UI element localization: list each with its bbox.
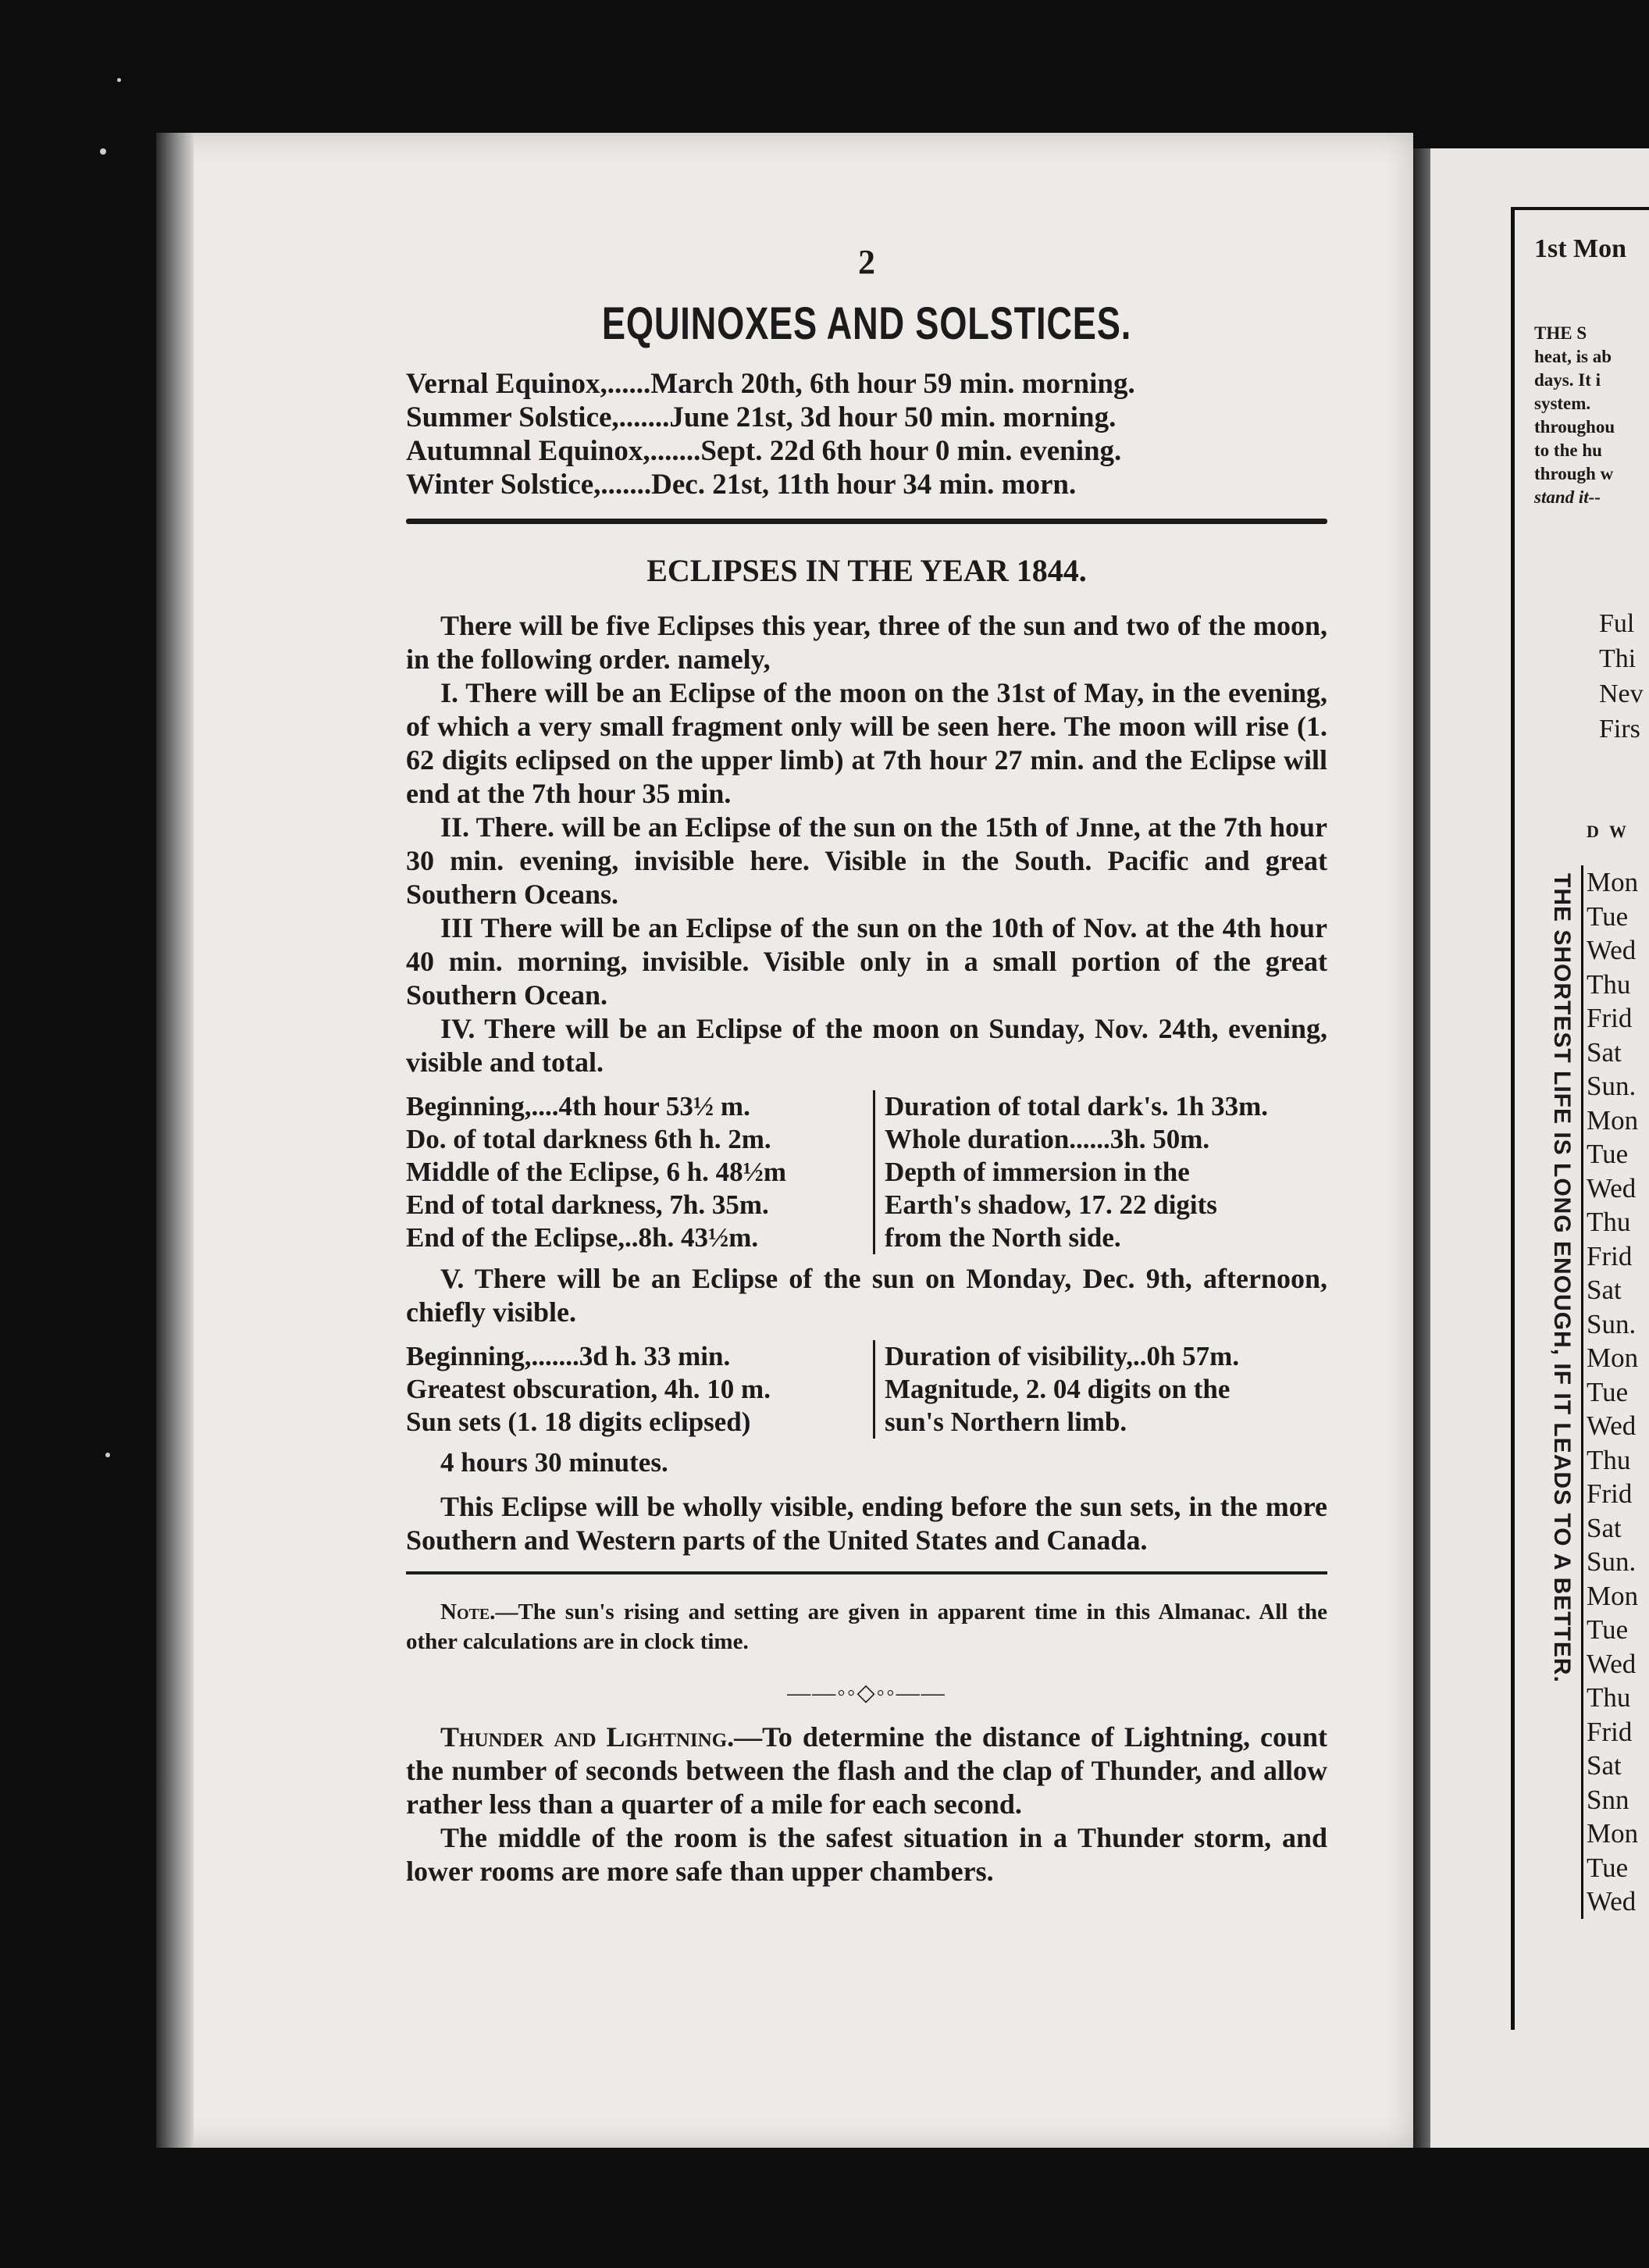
note-label: Note. bbox=[440, 1599, 496, 1624]
day-cell: Wed bbox=[1587, 935, 1637, 965]
day-cell: Mon bbox=[1587, 1818, 1639, 1849]
text-line: heat, is ab bbox=[1534, 347, 1612, 366]
thunder-paragraph bbox=[406, 1721, 1327, 1821]
eclipses-intro: There will be five Eclipses this year, three of the sun and two of the moon, in the following order. namely, bbox=[406, 610, 1327, 675]
day-cell: Tue bbox=[1587, 1139, 1629, 1169]
note-text: —The sun's rising and setting are given in apparent time in this Almanac. All the other calculations are in clock time. bbox=[406, 1599, 1327, 1654]
table-cell: End of the Eclipse,..8h. 43½m. bbox=[406, 1222, 759, 1253]
eclipse-item-4: IV. There will be an Eclipse of the moon on Sunday, Nov. 24th, evening, visible and total. bbox=[406, 1013, 1327, 1078]
table-cell: Beginning,....4th hour 53½ m. bbox=[406, 1091, 750, 1122]
moon-phases-list bbox=[1599, 606, 1644, 747]
eclipse-item-3: III There will be an Eclipse of the sun on the 10th of Nov. at the 4th hour 40 min. morning, invisible. Visible only in a small portion of the great Southern Ocean. bbox=[406, 912, 1327, 1011]
day-cell: Wed bbox=[1587, 1648, 1637, 1679]
text-line: throughou bbox=[1534, 417, 1615, 437]
eclipse-closing: This Eclipse will be wholly visible, ending before the sun sets, in the more Southern and Western parts of the United States and Canada. bbox=[406, 1491, 1327, 1556]
day-cell: Mon bbox=[1587, 867, 1639, 897]
calendar-column-header: D W bbox=[1587, 822, 1629, 841]
table-cell: Beginning,.......3d h. 33 min. bbox=[406, 1341, 731, 1371]
table-cell: sun's Northern limb. bbox=[885, 1407, 1127, 1437]
table-cell: Magnitude, 2. 04 digits on the bbox=[885, 1374, 1231, 1404]
eclipses-heading: ECLIPSES IN THE YEAR 1844. bbox=[646, 553, 1087, 588]
table-cell: Whole duration......3h. 50m. bbox=[885, 1124, 1210, 1154]
equinoxes-heading: EQUINOXES AND SOLSTICES. bbox=[601, 298, 1132, 349]
day-cell: Wed bbox=[1587, 1172, 1637, 1204]
day-cell: Frid bbox=[1587, 1240, 1633, 1271]
equinox-row: Autumnal Equinox,.......Sept. 22d 6th hour 0 min. evening. bbox=[406, 435, 1122, 467]
thunder-label: Thunder and Lightning. bbox=[440, 1721, 735, 1753]
equinox-row: Vernal Equinox,......March 20th, 6th hour 59 min. morning. bbox=[406, 368, 1135, 400]
calendar-text-block bbox=[1534, 322, 1615, 509]
eclipse-4-times bbox=[406, 1090, 875, 1254]
table-cell: Do. of total darkness 6th h. 2m. bbox=[406, 1124, 771, 1154]
day-cell: Frid bbox=[1587, 1716, 1633, 1747]
page-edge-shadow bbox=[156, 133, 194, 2148]
text-line: to the hu bbox=[1534, 440, 1602, 460]
ornament-divider: ——◦◦◇◦◦—— bbox=[787, 1680, 946, 1706]
eclipse-item-2: II. There. will be an Eclipse of the sun on the 15th of Jnne, at the 7th hour 30 min. evening, invisible here. Visible in the South. Pacific and great Southern Oceans. bbox=[406, 811, 1327, 910]
text-line: stand it-- bbox=[1534, 487, 1601, 507]
equinox-row: Winter Solstice,.......Dec. 21st, 11th hour 34 min. morn. bbox=[406, 469, 1077, 501]
table-cell: Duration of total dark's. 1h 33m. bbox=[885, 1091, 1268, 1122]
calendar-days-column bbox=[1581, 865, 1638, 1919]
eclipse-5-table bbox=[406, 1340, 1327, 1439]
eclipse-item-5: V. There will be an Eclipse of the sun on Monday, Dec. 9th, afternoon, chiefly visible. bbox=[406, 1263, 1327, 1328]
table-cell: Sun sets (1. 18 digits eclipsed) bbox=[406, 1407, 751, 1437]
table-cell: Earth's shadow, 17. 22 digits bbox=[885, 1189, 1217, 1220]
day-cell: Mon bbox=[1587, 1104, 1639, 1136]
page-content bbox=[406, 242, 1327, 1888]
day-cell: Sun. bbox=[1587, 1071, 1637, 1101]
day-cell: Frid bbox=[1587, 1478, 1633, 1509]
calendar-month-title: 1st Mon bbox=[1534, 234, 1627, 263]
thunder-text: —To determine the distance of Lightning, count the number of seconds between the flash and the clap of Thunder, and allow rather less than a quarter of a mile for each second. bbox=[406, 1721, 1327, 1820]
table-cell: Depth of immersion in the bbox=[885, 1157, 1190, 1187]
section-divider bbox=[406, 1571, 1327, 1574]
text-line: through w bbox=[1534, 464, 1614, 483]
day-cell: Sat bbox=[1587, 1750, 1622, 1781]
eclipse-4-table bbox=[406, 1090, 1327, 1254]
page-number: 2 bbox=[858, 243, 875, 281]
eclipse-5-times bbox=[406, 1340, 875, 1439]
text-line: THE S bbox=[1534, 323, 1587, 343]
eclipse-5-details bbox=[875, 1340, 1327, 1439]
almanac-note bbox=[406, 1597, 1327, 1656]
eclipse-5-duration: 4 hours 30 minutes. bbox=[440, 1447, 668, 1478]
day-cell: Thu bbox=[1587, 1682, 1631, 1713]
table-cell: from the North side. bbox=[885, 1222, 1121, 1253]
day-cell: Sat bbox=[1587, 1036, 1622, 1068]
list-item: Firs bbox=[1599, 715, 1640, 744]
table-cell: End of total darkness, 7h. 35m. bbox=[406, 1189, 769, 1220]
day-cell: Thu bbox=[1587, 1444, 1631, 1475]
text-line: days. It i bbox=[1534, 370, 1601, 390]
equinoxes-table bbox=[406, 367, 1327, 501]
list-item: Ful bbox=[1599, 609, 1635, 638]
day-cell: Sat bbox=[1587, 1275, 1622, 1305]
equinox-row: Summer Solstice,.......June 21st, 3d hour 50 min. morning. bbox=[406, 401, 1117, 433]
day-cell: Thu bbox=[1587, 968, 1631, 1000]
day-cell: Snn bbox=[1587, 1784, 1629, 1815]
day-cell: Tue bbox=[1587, 900, 1629, 932]
list-item: Thi bbox=[1599, 644, 1637, 673]
table-cell: Duration of visibility,..0h 57m. bbox=[885, 1341, 1240, 1371]
film-speck bbox=[105, 1453, 110, 1457]
day-cell: Frid bbox=[1587, 1003, 1633, 1033]
eclipse-item-1: I. There will be an Eclipse of the moon on the 31st of May, in the evening, of which a very small fragment only will be seen here. The moon will rise (1. 62 digits eclipsed on the upper limb) at 7th hour 27 min. and the Eclipse will end at the 7th hour 35 min. bbox=[406, 677, 1327, 809]
film-speck bbox=[100, 148, 106, 155]
day-cell: Sat bbox=[1587, 1512, 1622, 1543]
day-cell: Tue bbox=[1587, 1376, 1629, 1407]
day-cell: Mon bbox=[1587, 1580, 1639, 1611]
table-cell: Middle of the Eclipse, 6 h. 48½m bbox=[406, 1157, 787, 1187]
section-divider bbox=[406, 519, 1327, 524]
film-speck bbox=[117, 78, 121, 82]
calendar-motto: THE SHORTEST LIFE IS LONG ENOUGH, IF IT LEADS TO A BETTER. bbox=[1549, 873, 1575, 1683]
day-cell: Wed bbox=[1587, 1886, 1637, 1917]
day-cell: Thu bbox=[1587, 1207, 1631, 1237]
day-cell: Tue bbox=[1587, 1852, 1629, 1883]
thunder-paragraph-2: The middle of the room is the safest situation in a Thunder storm, and lower rooms are more safe than upper chambers. bbox=[406, 1822, 1327, 1887]
day-cell: Wed bbox=[1587, 1410, 1637, 1441]
eclipse-4-details bbox=[875, 1090, 1327, 1254]
day-cell: Sun. bbox=[1587, 1308, 1637, 1339]
list-item: Nev bbox=[1599, 679, 1644, 708]
table-cell: Greatest obscuration, 4h. 10 m. bbox=[406, 1374, 771, 1404]
text-line: system. bbox=[1534, 394, 1591, 413]
day-cell: Tue bbox=[1587, 1614, 1629, 1645]
day-cell: Sun. bbox=[1587, 1546, 1637, 1577]
day-cell: Mon bbox=[1587, 1343, 1639, 1373]
book-gutter bbox=[1413, 148, 1430, 2148]
